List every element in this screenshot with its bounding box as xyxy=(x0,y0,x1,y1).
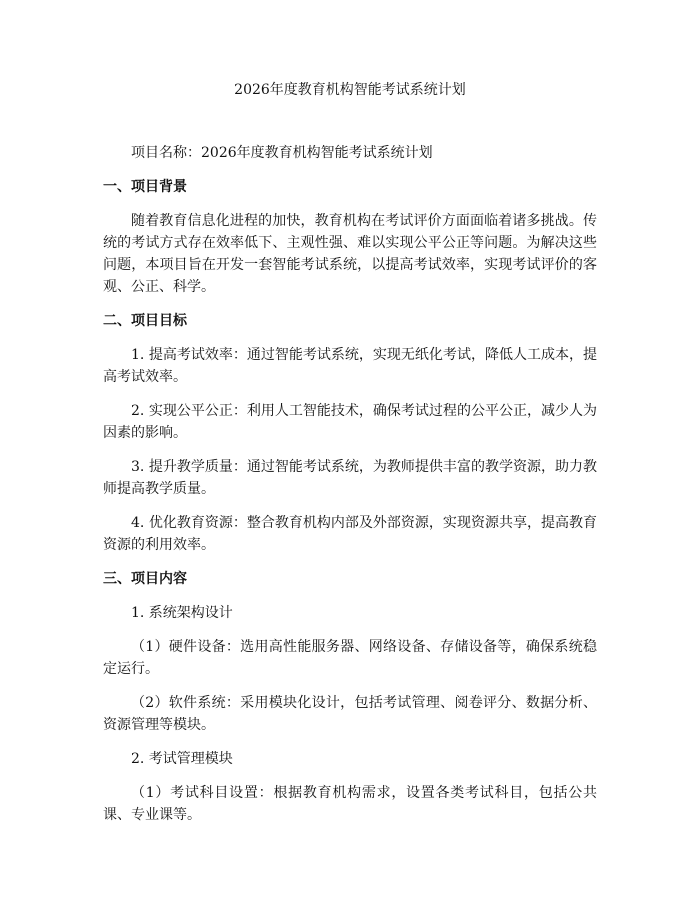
section-heading-content: 三、项目内容 xyxy=(103,571,187,587)
content-subheading-architecture: 1. 系统架构设计 xyxy=(131,605,233,621)
goal-item-2: 2. 实现公平公正：利用人工智能技术，确保考试过程的公平公正，减少人为因素的影响。 xyxy=(103,403,597,441)
goal-item-4: 4. 优化教育资源：整合教育机构内部及外部资源，实现资源共享，提高教育资源的利用效率。 xyxy=(103,515,597,553)
content-item-subject-setup: （1）考试科目设置：根据教育机构需求，设置各类考试科目，包括公共课、专业课等。 xyxy=(103,785,597,823)
section-heading-goals: 二、项目目标 xyxy=(103,313,187,329)
content-item-hardware: （1）硬件设备：选用高性能服务器、网络设备、存储设备等，确保系统稳定运行。 xyxy=(103,639,597,677)
document-title: 2026年度教育机构智能考试系统计划 xyxy=(234,82,466,98)
content-item-software: （2）软件系统：采用模块化设计，包括考试管理、阅卷评分、数据分析、资源管理等模块。 xyxy=(103,695,597,733)
goal-item-1: 1. 提高考试效率：通过智能考试系统，实现无纸化考试，降低人工成本，提高考试效率。 xyxy=(103,347,597,385)
content-subheading-exam-management: 2. 考试管理模块 xyxy=(131,751,233,767)
document-body xyxy=(103,142,597,838)
goal-item-3: 3. 提升教学质量：通过智能考试系统，为教师提供丰富的教学资源，助力教师提高教学质量。 xyxy=(103,459,597,497)
section-heading-background: 一、项目背景 xyxy=(103,179,187,195)
background-paragraph: 随着教育信息化进程的加快，教育机构在考试评价方面面临着诸多挑战。传统的考试方式存在效率低下、主观性强、难以实现公平公正等问题。为解决这些问题，本项目旨在开发一套智能考试系统，以提高考试效率，实现考试评价的客观、公正、科学。 xyxy=(103,213,597,295)
project-name-line: 项目名称：2026年度教育机构智能考试系统计划 xyxy=(131,145,433,161)
